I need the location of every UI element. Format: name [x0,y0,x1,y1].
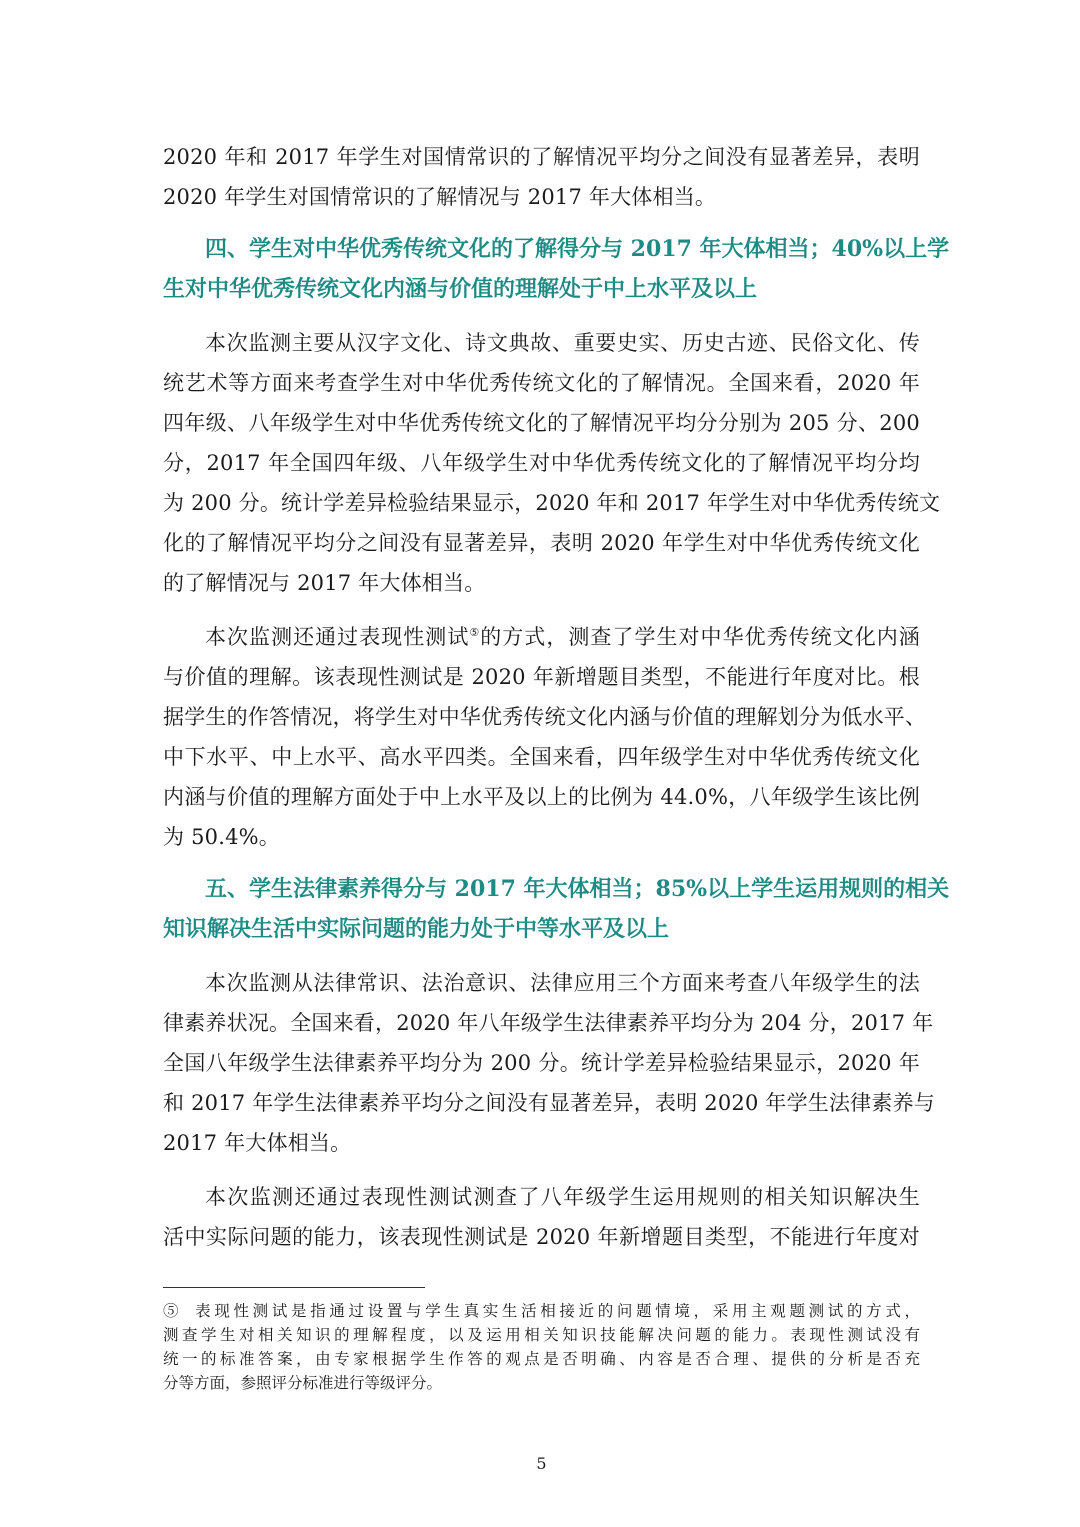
text-line: 统艺术等方面来考查学生对中华优秀传统文化的了解情况。全国来看，2020 年 [163,371,920,395]
footnote-line: 测查学生对相关知识的理解程度，以及运用相关知识技能解决问题的能力。表现性测试没有 [163,1326,920,1344]
heading-line: 四、学生对中华优秀传统文化的了解得分与 2017 年大体相当；40%以上学 [205,236,950,262]
text-line: 的了解情况与 2017 年大体相当。 [163,571,486,595]
text-line: 四年级、八年级学生对中华优秀传统文化的了解情况平均分分别为 205 分、200 [163,411,920,435]
text-line: 分，2017 年全国四年级、八年级学生对中华优秀传统文化的了解情况平均分均 [163,451,920,475]
text-line: 本次监测还通过表现性测试测查了八年级学生运用规则的相关知识解决生 [205,1185,920,1209]
text-line: 为 200 分。统计学差异检验结果显示，2020 年和 2017 年学生对中华优秀传统文 [163,491,941,515]
heading-line: 知识解决生活中实际问题的能力处于中等水平及以上 [163,916,670,942]
text-line: 2017 年大体相当。 [163,1131,352,1155]
text-line: 活中实际问题的能力，该表现性测试是 2020 年新增题目类型，不能进行年度对 [163,1225,920,1249]
text-segment: 的方式，测查了学生对中华优秀传统文化内涵 [480,625,921,649]
text-line: 律素养状况。全国来看，2020 年八年级学生法律素养平均分为 204 分，2017 年 [163,1011,934,1035]
text-line: 与价值的理解。该表现性测试是 2020 年新增题目类型，不能进行年度对比。根 [163,665,920,689]
text-line: 本次监测从法律常识、法治意识、法律应用三个方面来考查八年级学生的法 [205,971,920,995]
footnote-line: 分等方面，参照评分标准进行等级评分。 [163,1374,443,1392]
footnote-reference: ⑤ [469,626,481,639]
text-line: 为 50.4%。 [163,825,280,849]
heading-line: 生对中华优秀传统文化内涵与价值的理解处于中上水平及以上 [163,276,758,302]
text-segment: 本次监测还通过表现性测试 [205,625,470,649]
text-line: 2020 年和 2017 年学生对国情常识的了解情况平均分之间没有显著差异，表明 [163,145,920,169]
text-line: 本次监测主要从汉字文化、诗文典故、重要史实、历史古迹、民俗文化、传 [205,331,920,355]
footnote-line: 统一的标准答案，由专家根据学生作答的观点是否明确、内容是否合理、提供的分析是否充 [163,1350,920,1368]
text-line: 中下水平、中上水平、高水平四类。全国来看，四年级学生对中华优秀传统文化 [163,745,920,769]
text-line: 据学生的作答情况，将学生对中华优秀传统文化内涵与价值的理解划分为低水平、 [163,705,927,729]
footnote-separator [163,1287,425,1288]
text-line: 全国八年级学生法律素养平均分为 200 分。统计学差异检验结果显示，2020 年 [163,1051,920,1075]
heading-line: 五、学生法律素养得分与 2017 年大体相当；85%以上学生运用规则的相关 [205,876,950,902]
text-line: 和 2017 年学生法律素养平均分之间没有显著差异，表明 2020 年学生法律素养与 [163,1091,935,1115]
text-line: 化的了解情况平均分之间没有显著差异，表明 2020 年学生对中华优秀传统文化 [163,531,920,555]
text-line: 内涵与价值的理解方面处于中上水平及以上的比例为 44.0%，八年级学生该比例 [163,785,920,809]
page-number: 5 [536,1454,547,1473]
text-line: 2020 年学生对国情常识的了解情况与 2017 年大体相当。 [163,185,717,209]
text-line [163,617,920,657]
footnote-line: ⑤ 表现性测试是指通过设置与学生真实生活相接近的问题情境，采用主观题测试的方式， [163,1302,920,1320]
